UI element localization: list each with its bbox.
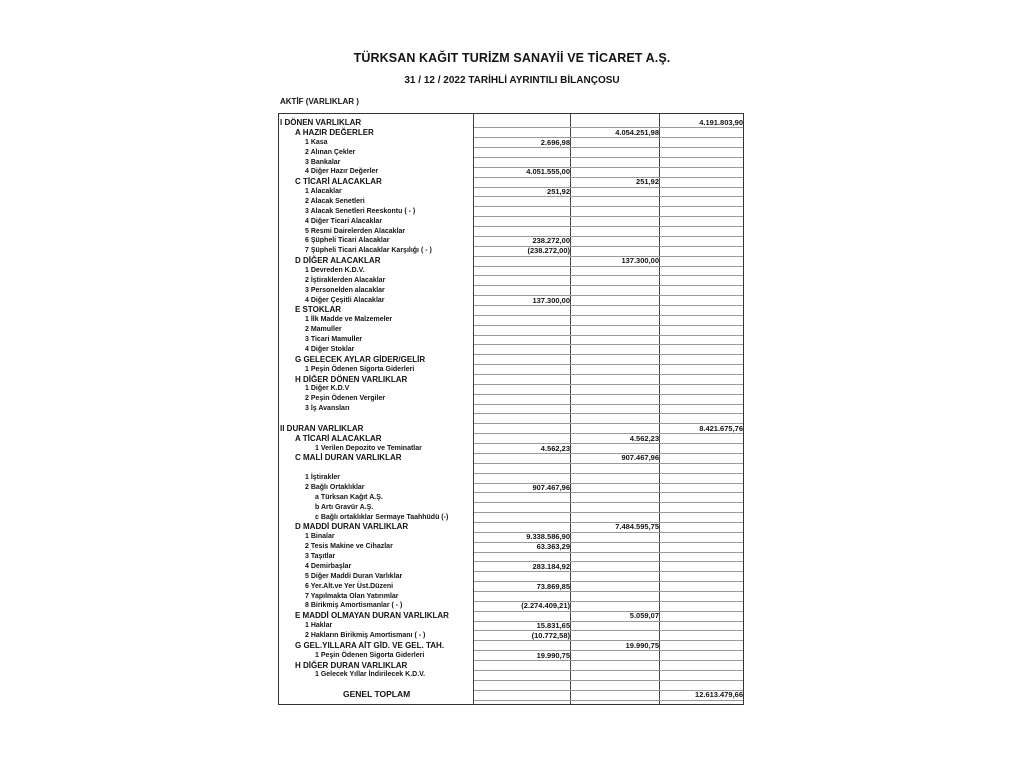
table-row bbox=[279, 138, 743, 147]
row-label: 1 Diğer K.D.V bbox=[305, 385, 350, 393]
row-amount: 907.467,96 bbox=[532, 483, 570, 492]
row-label: E MADDİ OLMAYAN DURAN VARLIKLAR bbox=[295, 611, 449, 621]
table-row bbox=[279, 256, 743, 265]
row-label: E STOKLAR bbox=[295, 305, 342, 315]
table-row bbox=[279, 424, 743, 433]
row-amount: 9.338.586,90 bbox=[526, 532, 570, 542]
table-row bbox=[279, 404, 743, 413]
table-row bbox=[279, 690, 743, 699]
row-label: 4 Diğer Hazır Değerler bbox=[305, 168, 379, 176]
row-label: 2 Peşin Ödenen Vergiler bbox=[305, 395, 386, 403]
row-amount: 137.300,00 bbox=[621, 256, 659, 266]
balance-sheet-table bbox=[278, 113, 744, 705]
table-row bbox=[279, 394, 743, 403]
row-label: 5 Diğer Maddi Duran Varlıklar bbox=[305, 572, 403, 580]
row-label: 7 Yapılmakta Olan Yatırımlar bbox=[305, 592, 399, 600]
row-label: C TİCARİ ALACAKLAR bbox=[295, 177, 382, 187]
row-label: 3 Taşıtlar bbox=[305, 553, 336, 560]
table-row bbox=[279, 592, 743, 601]
table-row bbox=[279, 562, 743, 571]
table-row bbox=[279, 296, 743, 305]
row-label: GENEL TOPLAM bbox=[343, 689, 411, 700]
row-label: 1 Verilen Depozito ve Teminatlar bbox=[315, 444, 422, 452]
table-row bbox=[279, 266, 743, 275]
row-label: 1 Peşin Ödenen Sigorta Giderleri bbox=[315, 651, 425, 659]
row-amount: 907.467,96 bbox=[621, 453, 659, 463]
row-label: A HAZIR DEĞERLER bbox=[295, 127, 374, 137]
row-label: 1 Alacaklar bbox=[305, 188, 342, 196]
row-label: 6 Yer.Alt.ve Yer Üst.Düzeni bbox=[305, 582, 394, 590]
table-row bbox=[279, 246, 743, 255]
row-label: c Bağlı ortaklıklar Sermaye Taahhüdü (-) bbox=[315, 513, 449, 521]
row-amount: 7.484.595,75 bbox=[615, 522, 659, 532]
row-label: C MALİ DURAN VARLIKLAR bbox=[295, 453, 402, 463]
row-label: 3 Personelden alacaklar bbox=[305, 286, 385, 294]
row-amount: 238.272,00 bbox=[532, 236, 570, 246]
table-row bbox=[279, 375, 743, 384]
table-row bbox=[279, 621, 743, 630]
table-row bbox=[279, 473, 743, 482]
row-label: 1 İlk Madde ve Malzemeler bbox=[305, 316, 393, 324]
row-amount: 283.184,92 bbox=[532, 561, 570, 571]
table-row bbox=[279, 365, 743, 374]
row-amount: 251,92 bbox=[547, 187, 570, 197]
row-label: 2 Bağlı Ortaklıklar bbox=[305, 484, 365, 491]
row-amount: 73.869,85 bbox=[536, 581, 570, 591]
table-row bbox=[279, 651, 743, 660]
table-row bbox=[279, 236, 743, 245]
row-label: H DİĞER DÖNEN VARLIKLAR bbox=[295, 374, 408, 384]
row-amount: 63.363,29 bbox=[536, 542, 570, 552]
row-amount: (10.772,58) bbox=[531, 630, 570, 640]
row-label: A TİCARİ ALACAKLAR bbox=[295, 433, 382, 443]
table-row bbox=[279, 118, 743, 127]
table-row bbox=[279, 207, 743, 216]
row-label: D DİĞER ALACAKLAR bbox=[295, 256, 381, 266]
row-amount: 19.990,75 bbox=[625, 640, 659, 650]
row-amount: 2.696,98 bbox=[540, 137, 570, 147]
document-subtitle: 31 / 12 / 2022 TARİHLİ AYRINTILI BİLANÇOSU bbox=[404, 75, 620, 86]
row-label: I DÖNEN VARLIKLAR bbox=[280, 118, 362, 127]
row-divider bbox=[474, 700, 743, 701]
table-row bbox=[279, 453, 743, 462]
table-row bbox=[279, 227, 743, 236]
row-label: II DURAN VARLIKLAR bbox=[280, 423, 364, 433]
table-row bbox=[279, 315, 743, 324]
row-label: 2 İştiraklerden Alacaklar bbox=[305, 276, 386, 284]
table-row bbox=[279, 542, 743, 551]
row-amount: 4.191.803,90 bbox=[699, 118, 743, 127]
table-row bbox=[279, 631, 743, 640]
row-label: 7 Şüpheli Ticari Alacaklar Karşılığı ( - ) bbox=[305, 247, 432, 255]
table-row bbox=[279, 148, 743, 157]
table-row bbox=[279, 513, 743, 522]
row-label: 2 Mamuller bbox=[305, 326, 342, 334]
row-label: 1 Binalar bbox=[305, 533, 335, 541]
row-label: 5 Resmi Dairelerden Alacaklar bbox=[305, 227, 406, 235]
table-row bbox=[279, 128, 743, 137]
table-row bbox=[279, 434, 743, 443]
row-label: a Türksan Kağıt A.Ş. bbox=[315, 493, 383, 501]
row-label: 1 Gelecek Yıllar İndirilecek K.D.V. bbox=[315, 671, 426, 679]
table-row bbox=[279, 611, 743, 620]
row-label: 2 Alınan Çekler bbox=[305, 148, 356, 156]
table-row bbox=[279, 601, 743, 610]
table-row bbox=[279, 305, 743, 314]
row-label: 4 Diğer Ticari Alacaklar bbox=[305, 217, 383, 225]
table-row bbox=[279, 217, 743, 226]
row-amount: 4.562,23 bbox=[540, 443, 570, 453]
table-row bbox=[279, 414, 743, 423]
table-row bbox=[279, 670, 743, 679]
table-row bbox=[279, 641, 743, 650]
table-row bbox=[279, 582, 743, 591]
table-row bbox=[279, 325, 743, 334]
row-label: b Artı Gravür A.Ş. bbox=[315, 503, 374, 511]
table-row bbox=[279, 197, 743, 206]
table-row bbox=[279, 177, 743, 186]
document-title: TÜRKSAN KAĞIT TURİZM SANAYİİ VE TİCARET A.Ş. bbox=[353, 51, 671, 65]
row-label: G GELECEK AYLAR GİDER/GELİR bbox=[295, 354, 426, 364]
table-row bbox=[279, 661, 743, 670]
row-label: 4 Diğer Stoklar bbox=[305, 345, 355, 353]
table-row bbox=[279, 532, 743, 541]
row-label: 8 Birikmiş Amortismanlar ( - ) bbox=[305, 602, 403, 610]
row-label: 1 Peşin Ödenen Sigorta Giderleri bbox=[305, 365, 415, 373]
row-label: 3 Bankalar bbox=[305, 158, 341, 166]
table-row bbox=[279, 680, 743, 689]
table-row bbox=[279, 158, 743, 167]
row-label: 3 İş Avansları bbox=[305, 405, 350, 413]
row-label: 1 Haklar bbox=[305, 622, 333, 630]
section-label: AKTİF (VARLIKLAR ) bbox=[280, 97, 359, 106]
row-label: 1 İştirakler bbox=[305, 474, 341, 482]
row-amount: 15.831,65 bbox=[536, 621, 570, 631]
row-amount: 5.059,07 bbox=[629, 611, 659, 621]
table-row bbox=[279, 572, 743, 581]
row-label: 4 Diğer Çeşitli Alacaklar bbox=[305, 296, 385, 304]
row-amount: 4.054.251,98 bbox=[615, 127, 659, 137]
table-row bbox=[279, 493, 743, 502]
table-row bbox=[279, 503, 743, 512]
table-row bbox=[279, 167, 743, 176]
row-amount: 4.051.555,00 bbox=[526, 167, 570, 177]
row-label: 2 Tesis Makine ve Cihazlar bbox=[305, 543, 393, 551]
row-label: D MADDİ DURAN VARLIKLAR bbox=[295, 522, 409, 532]
row-amount: (238.272,00) bbox=[527, 246, 570, 256]
table-row bbox=[279, 187, 743, 196]
row-label: 1 Devreden K.D.V. bbox=[305, 267, 365, 274]
table-row bbox=[279, 276, 743, 285]
table-row bbox=[279, 286, 743, 295]
table-row bbox=[279, 335, 743, 344]
row-amount: 137.300,00 bbox=[532, 295, 570, 305]
row-amount: 251,92 bbox=[636, 177, 659, 187]
row-label: 2 Alacak Senetleri bbox=[305, 197, 365, 205]
row-label: 3 Ticari Mamuller bbox=[305, 336, 363, 343]
row-label: 1 Kasa bbox=[305, 138, 328, 146]
table-row bbox=[279, 552, 743, 561]
row-label: 6 Şüpheli Ticari Alacaklar bbox=[305, 237, 390, 245]
table-row bbox=[279, 355, 743, 364]
table-row bbox=[279, 384, 743, 393]
row-amount: 4.562,23 bbox=[629, 433, 659, 443]
table-row bbox=[279, 522, 743, 531]
row-amount: 12.613.479,66 bbox=[695, 690, 743, 700]
row-label: G GEL.YILLARA AİT GİD. VE GEL. TAH. bbox=[295, 640, 445, 650]
table-row bbox=[279, 444, 743, 453]
row-label: H DİĞER DURAN VARLIKLAR bbox=[295, 660, 408, 670]
row-amount: 19.990,75 bbox=[536, 650, 570, 660]
table-row bbox=[279, 463, 743, 472]
row-amount: 8.421.675,76 bbox=[699, 423, 743, 433]
row-amount: (2.274.409,21) bbox=[521, 601, 570, 611]
row-label: 3 Alacak Senetleri Reeskontu ( - ) bbox=[305, 207, 416, 215]
table-row bbox=[279, 483, 743, 492]
row-label: 4 Demirbaşlar bbox=[305, 562, 352, 570]
table-row bbox=[279, 345, 743, 354]
row-label: 2 Hakların Birikmiş Amortismanı ( - ) bbox=[305, 631, 426, 639]
